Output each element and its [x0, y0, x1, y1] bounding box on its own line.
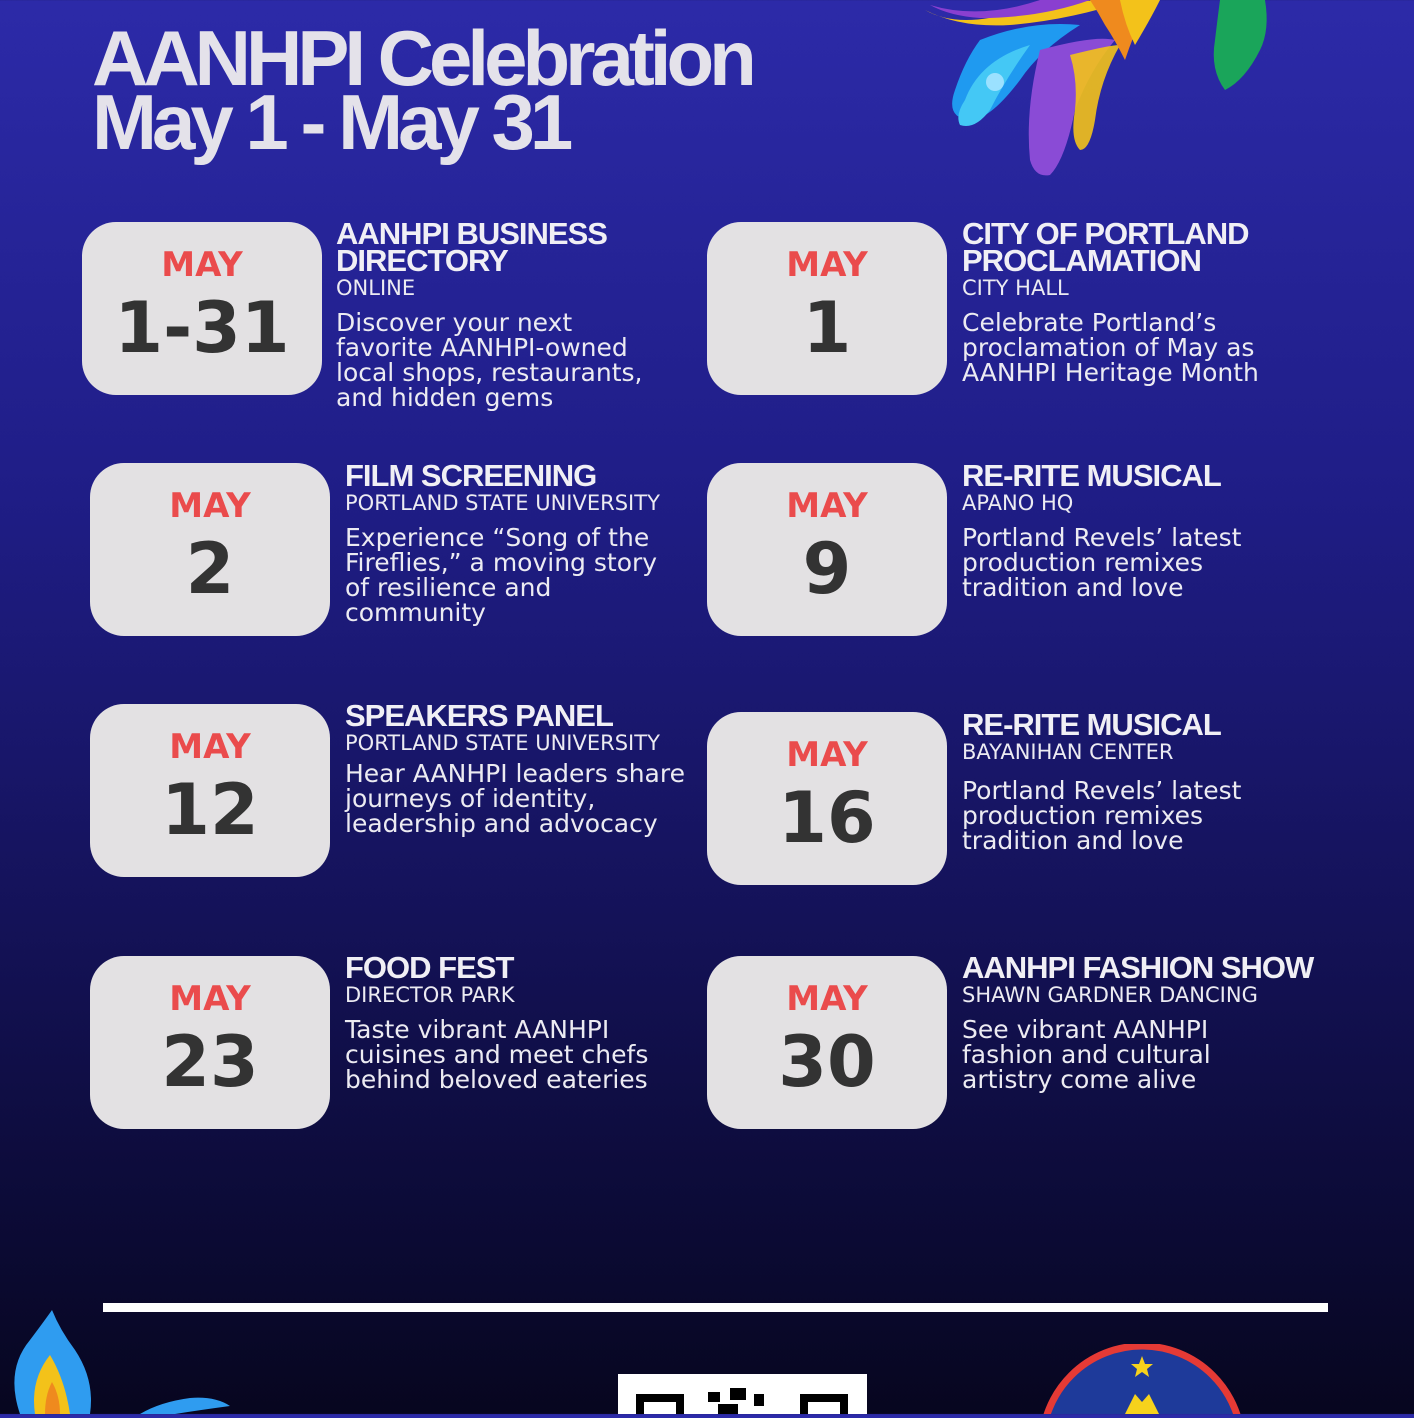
date-badge: [707, 956, 947, 1129]
event-description: Taste vibrant AANHPI cuisines and meet chefs behind beloved eateries: [345, 1015, 649, 1094]
event-location: SHAWN GARDNER DANCING: [962, 983, 1258, 1007]
event-description: Experience “Song of the Fireflies,” a moving story of resilience and community: [345, 523, 658, 627]
decorative-flower-art-icon: [920, 0, 1280, 190]
event-info: [336, 216, 676, 412]
date-day: 9: [802, 528, 852, 610]
date-badge: [90, 956, 330, 1129]
footer-divider: [103, 1303, 1328, 1312]
event-info: [962, 458, 1262, 602]
page-title: [92, 14, 752, 166]
date-badge: [707, 222, 947, 395]
date-month: MAY: [169, 486, 251, 526]
date-month: MAY: [786, 245, 868, 285]
event-location: PORTLAND STATE UNIVERSITY: [345, 491, 660, 515]
event-info: [962, 950, 1342, 1094]
event-location: BAYANIHAN CENTER: [962, 740, 1174, 764]
event-description: Portland Revels’ latest production remixes tradition and love: [962, 776, 1242, 855]
event-title: CITY OF PORTLAND PROCLAMATION: [962, 216, 1249, 278]
event-info: [962, 216, 1292, 387]
date-day: 1-31: [114, 287, 290, 369]
date-month: MAY: [786, 735, 868, 775]
event-description: Discover your next favorite AANHPI-owned local shops, restaurants, and hidden gems: [336, 308, 643, 412]
date-day: 1: [802, 287, 852, 369]
date-day: 30: [778, 1021, 876, 1103]
event-title: RE-RITE MUSICAL: [962, 458, 1221, 493]
qr-code-icon: [618, 1374, 867, 1414]
decorative-flower-art-icon: [0, 1310, 240, 1414]
event-description: Portland Revels’ latest production remixes tradition and love: [962, 523, 1242, 602]
date-badge: [707, 712, 947, 885]
event-info: [345, 950, 665, 1094]
event-description: Hear AANHPI leaders share journeys of identity, leadership and advocacy: [345, 759, 685, 838]
event-location: DIRECTOR PARK: [345, 983, 515, 1007]
date-month: MAY: [169, 979, 251, 1019]
date-month: MAY: [786, 486, 868, 526]
date-month: MAY: [161, 245, 243, 285]
date-month: MAY: [786, 979, 868, 1019]
event-location: ONLINE: [336, 276, 416, 300]
date-badge: [707, 463, 947, 636]
date-badge: [90, 704, 330, 877]
event-title: RE-RITE MUSICAL: [962, 707, 1221, 742]
event-title: FILM SCREENING: [345, 458, 597, 493]
event-location: APANO HQ: [962, 491, 1074, 515]
event-description: Celebrate Portland’s proclamation of May as AANHPI Heritage Month: [962, 308, 1259, 387]
title-line-1: AANHPI Celebration: [92, 14, 752, 102]
event-location: PORTLAND STATE UNIVERSITY: [345, 731, 660, 755]
title-line-2: May 1 - May 31: [92, 78, 569, 166]
event-info: [345, 458, 690, 627]
date-day: 16: [778, 777, 876, 859]
event-title: SPEAKERS PANEL: [345, 698, 613, 733]
event-description: See vibrant AANHPI fashion and cultural artistry come alive: [962, 1015, 1211, 1094]
event-title: AANHPI FASHION SHOW: [962, 950, 1314, 985]
event-title: AANHPI BUSINESS DIRECTORY: [336, 216, 607, 278]
date-day: 2: [185, 528, 235, 610]
event-info: [962, 707, 1262, 855]
seal-emblem-icon: [1040, 1344, 1245, 1414]
date-badge: [90, 463, 330, 636]
date-day: 23: [161, 1021, 259, 1103]
event-location: CITY HALL: [962, 276, 1069, 300]
event-info: [345, 698, 690, 838]
event-title: FOOD FEST: [345, 950, 514, 985]
date-badge: [82, 222, 322, 395]
date-day: 12: [161, 769, 259, 851]
date-month: MAY: [169, 727, 251, 767]
